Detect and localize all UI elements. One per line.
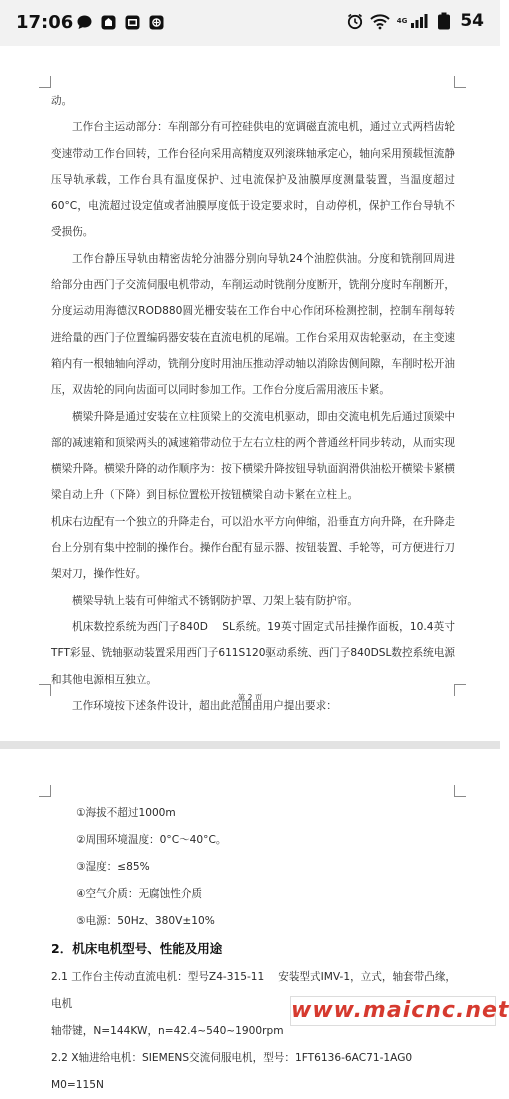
motor-spec-text (51, 964, 471, 1099)
app-notification-icon (100, 14, 117, 31)
paragraph-environment-intro: 工作环境按下述条件设计，超出此范围由用户提出要求： (72, 699, 337, 712)
chat-bubble-icon (76, 14, 93, 31)
condition-temperature: ②周围环境温度：0°C～40°C。 (76, 834, 227, 846)
page-separator (0, 741, 500, 749)
paragraph-crossbeam-lifting: 横梁升降是通过安装在立柱顶梁上的交流电机驱动，即由交流电机先后通过顶梁中部的减速箱和顶梁两头的减速箱带动位于左右立柱的两个普通丝杆同步转动，从而实现横梁升降。横梁升降的动作顺序为：按下横梁升降按钮导轨面润滑供油松开横梁卡紧横梁自动上升（下降）到目标位置松开按钮横梁自动卡紧在立柱上。 (51, 410, 455, 502)
condition-air-medium: ④空气介质：无腐蚀性介质 (76, 888, 203, 900)
crop-mark-top-left (39, 785, 51, 797)
crop-mark-bottom-right (454, 684, 466, 696)
gallery-notification-icon (124, 14, 141, 31)
signal-strength-icon (410, 13, 427, 30)
condition-altitude: ①海拔不超过1000m (76, 807, 176, 819)
condition-power-supply: ⑤电源：50Hz、380V±10% (76, 915, 215, 927)
fragment-line: 动。 (51, 95, 73, 107)
motor-spec-line-1: 2.1 工作台主传动直流电机：型号Z4-315-11 安装型式IMV-1，立式，轴套带凸缘， 电机 (51, 971, 462, 1010)
document-page-3 (0, 749, 500, 1091)
crop-mark-top-right (454, 76, 466, 88)
network-type-label: 4G (396, 16, 408, 25)
paragraph-cnc-system: 机床数控系统为西门子840D SL系统。19英寸固定式吊挂操作面板，10.4英寸TFT彩显、铣轴驱动装置采用西门子611S120驱动系统、西门子840DSL数控系统电源和其他电源相互独立。 (51, 620, 455, 686)
document-page-2 (0, 46, 500, 741)
alarm-clock-icon (347, 13, 364, 30)
motor-spec-line-2: 轴带键，N=144KW，n=42.4~540~1900rpm (51, 1025, 284, 1037)
crop-mark-bottom-left (39, 684, 51, 696)
system-status-icons (347, 11, 484, 31)
page-number: 第 2 页 (237, 693, 263, 702)
crop-mark-top-right (454, 785, 466, 797)
paragraph-hydrostatic-guideway: 工作台静压导轨由精密齿轮分油器分别向导轨24个油腔供油。分度和铣削回周进给部分由西门子交流伺服电机带动，车削运动时铣削分度断开，铣削分度时车削断开，分度运动用海德汉ROD880圆光栅安装在工作台中心作闭环检测控制，控制车削每转进给量的西门子位置编码器安装在直流电机的尾端。工作台采用双齿轮驱动，在主变速箱内有一根轴轴向浮动，铣削分度时用油压推动浮动轴以消除齿侧间隙，车削时松开油压，双齿轮的同向齿面可以同时参加工作。工作台分度后需用液压卡紧。 (51, 252, 455, 397)
paragraph-lifting-platform: 机床右边配有一个独立的升降走台，可以沿水平方向伸缩，沿垂直方向升降，在升降走台上分别有集中控制的操作台。操作台配有显示器、按钮装置、手轮等，可方便进行刀架对刀，操作性好。 (51, 515, 455, 581)
motor-spec-line-3: 2.2 X轴进给电机：SIEMENS交流伺服电机，型号：1FT6136-6AC71-1AG0 M0=115N (51, 1052, 423, 1091)
paragraph-worktable-main-motion: 工作台主运动部分：车削部分有可控硅供电的宽调磁直流电机，通过立式两档齿轮变速带动工作台回转，工作台径向采用高精度双列滚珠轴承定心，轴向采用预载恒流静压导轨承载，工作台具有温度保护、过电流保护及油膜厚度测量装置，当温度超过60°C，电流超过设定值或者油膜厚度低于设定要求时，自动停机，保护工作台导轨不受损伤。 (51, 121, 455, 239)
paragraph-protective-cover: 横梁导轨上装有可伸缩式不锈钢防护罩、刀架上装有防护帘。 (72, 594, 359, 607)
section-heading: 2．机床电机型号、性能及用途 (51, 941, 223, 956)
news-notification-icon (148, 14, 165, 31)
environment-conditions-list (76, 800, 226, 935)
status-time: 17:06 (16, 12, 74, 33)
notification-icons (76, 14, 165, 31)
page-body-text (51, 88, 455, 719)
condition-humidity: ③湿度：≤85% (76, 861, 150, 873)
battery-icon (435, 13, 452, 30)
crop-mark-top-left (39, 76, 51, 88)
battery-level: 54 (460, 11, 484, 31)
wifi-icon (372, 13, 389, 30)
status-bar (0, 0, 500, 46)
site-watermark: www.maicnc.net (290, 996, 496, 1026)
